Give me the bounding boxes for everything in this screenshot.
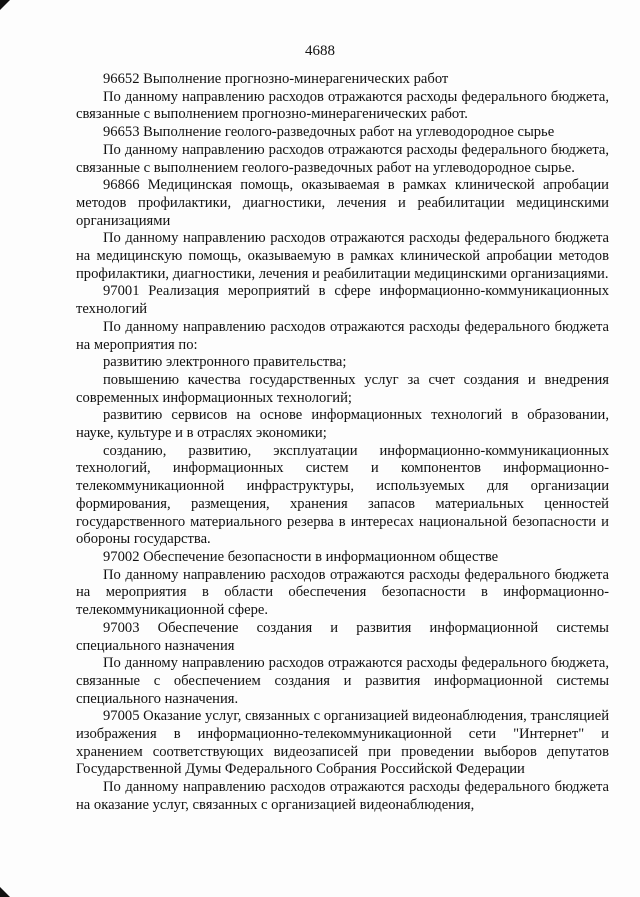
list-item: повышению качества государственных услуг за счет создания и внедрения современных информационных технологий; <box>76 371 609 406</box>
paragraph: По данному направлению расходов отражаются расходы федерального бюджета, связанные с обеспечением создания и развития информационной системы специального назначения. <box>76 655 609 707</box>
paragraph: По данному направлению расходов отражаются расходы федерального бюджета, связанные с выполнением геолого-разведочных работ на углеводородное сырье. <box>76 141 609 176</box>
paragraph: По данному направлению расходов отражаются расходы федерального бюджета, связанные с выполнением прогнозно-минерагенических работ. <box>76 88 609 123</box>
heading-96866: 96866 Медицинская помощь, оказываемая в рамках клинической апробации методов профилактики, диагностики, лечения и реабилитации медицинскими организациями <box>76 177 609 229</box>
heading-97005: 97005 Оказание услуг, связанных с организацией видеонаблюдения, трансляцией изображения в информационно-телекоммуникационной сети "Интернет" и хранением соответствующих видеозаписей при проведении выборов депутатов Государственной Думы Федерального Собрания Российской Федерации <box>76 708 609 778</box>
paragraph: По данному направлению расходов отражаются расходы федерального бюджета на медицинскую помощь, оказываемую в рамках клинической апробации методов профилактики, диагностики, лечения и реабилитации медицинскими организациями. <box>76 230 609 282</box>
heading-96653: 96653 Выполнение геолого-разведочных работ на углеводородное сырье <box>103 124 555 141</box>
scan-corner-mark <box>0 887 10 897</box>
heading-97003: 97003 Обеспечение создания и развития информационной системы специального назначения <box>76 619 609 654</box>
heading-96652: 96652 Выполнение прогнозно-минерагенических работ <box>103 71 449 87</box>
heading-97002: 97002 Обеспечение безопасности в информационном обществе <box>103 548 499 565</box>
paragraph: По данному направлению расходов отражаются расходы федерального бюджета на мероприятия по: <box>76 318 609 353</box>
paragraph: По данному направлению расходов отражаются расходы федерального бюджета на мероприятия в области обеспечения безопасности в информационно-телекоммуникационной сфере. <box>76 566 609 619</box>
paragraph: По данному направлению расходов отражаются расходы федерального бюджета на оказание услуг, связанных с организацией видеонаблюдения, <box>76 779 609 813</box>
document-body <box>76 71 609 815</box>
scan-corner-mark <box>0 0 10 10</box>
list-item: развитию электронного правительства; <box>103 354 347 371</box>
page-number: 4688 <box>305 43 335 59</box>
heading-97001: 97001 Реализация мероприятий в сфере информационно-коммуникационных технологий <box>76 283 609 318</box>
list-item: созданию, развитию, эксплуатации информационно-коммуникационных технологий, информационных систем и компонентов информационно-телекоммуникационной инфраструктуры, используемых для организации формирования, размещения, хранения запасов материальных ценностей государственного материального резерва в интересах национальной безопасности и обороны государства. <box>76 442 609 548</box>
list-item: развитию сервисов на основе информационных технологий в образовании, науке, культуре и в отраслях экономики; <box>76 407 609 442</box>
